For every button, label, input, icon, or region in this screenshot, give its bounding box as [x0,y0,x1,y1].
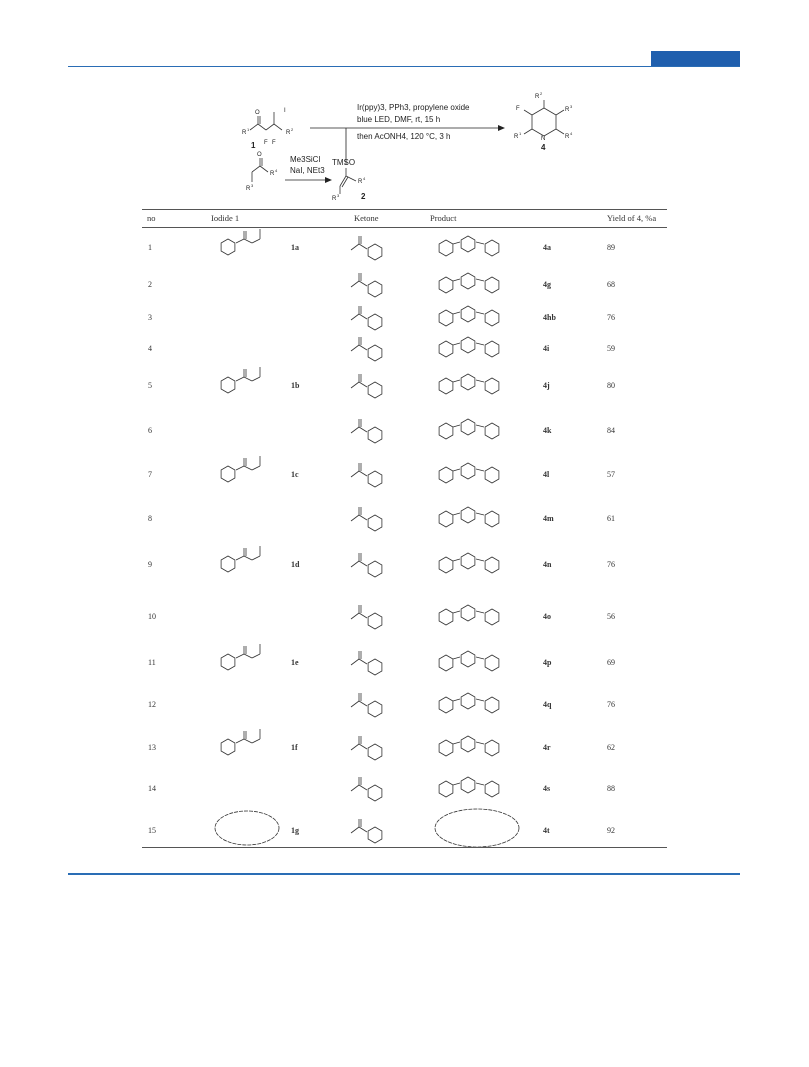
row-14-ketone-structure [347,768,407,807]
svg-text:3: 3 [570,104,573,109]
svg-text:R: R [242,130,247,136]
row-11-iodide-label: 1e [291,658,299,667]
row-7-iodide-structure-drawing [212,452,282,488]
row-6-product-structure-drawing [432,410,532,444]
row-9-iodide-structure [212,542,282,583]
svg-text:4: 4 [363,176,366,181]
row-9-ketone-structure-drawing [347,544,407,578]
conditions-line-3: then AcONH4, 120 °C, 3 h [357,132,451,141]
row-4-product-structure [432,328,532,367]
row-14-number: 14 [148,784,156,793]
row-2-product-label: 4g [543,280,551,289]
row-2-product-structure-drawing [432,264,532,298]
row-3-ketone-structure-drawing [347,297,407,331]
svg-text:R: R [358,179,363,185]
header-no: no [147,213,156,223]
row-4-ketone-structure-drawing [347,328,407,362]
svg-text:R: R [565,134,570,140]
conditions-line-2: blue LED, DMF, rt, 15 h [357,115,441,124]
tms-label: TMSO [332,158,356,167]
footer-rule [68,873,740,875]
row-3-yield: 76 [607,313,615,322]
row-11-iodide-structure [212,640,282,681]
row-9-ketone-structure [347,544,407,583]
svg-text:R: R [286,130,291,136]
row-10-product-structure [432,596,532,635]
compound-1-label: 1 [251,141,256,150]
row-10-number: 10 [148,612,156,621]
row-7-ketone-structure-drawing [347,454,407,488]
row-11-iodide-structure-drawing [212,640,282,676]
svg-text:I: I [284,108,286,114]
row-7-ketone-structure [347,454,407,493]
row-9-yield: 76 [607,560,615,569]
svg-text:F: F [264,140,268,146]
row-5-ketone-structure [347,365,407,404]
row-9-product-label: 4n [543,560,552,569]
row-14-ketone-structure-drawing [347,768,407,802]
row-1-ketone-structure [347,227,407,266]
row-1-product-label: 4a [543,243,551,252]
row-10-ketone-structure-drawing [347,596,407,630]
row-15-ketone-structure [347,810,407,849]
row-9-product-structure-drawing [432,544,532,578]
header-product: Product [430,213,457,223]
row-15-number: 15 [148,826,156,835]
svg-text:F: F [516,106,520,112]
svg-text:O: O [257,152,262,158]
svg-text:R: R [270,171,275,177]
row-15-ketone-structure-drawing [347,810,407,844]
row-12-product-structure [432,684,532,723]
silylation-line-2: NaI, NEt3 [290,166,325,175]
row-4-yield: 59 [607,344,615,353]
row-13-number: 13 [148,743,156,752]
row-2-yield: 68 [607,280,615,289]
row-9-iodide-label: 1d [291,560,300,569]
svg-text:2: 2 [540,91,543,96]
row-12-product-label: 4q [543,700,552,709]
row-8-yield: 61 [607,514,615,523]
row-6-ketone-structure-drawing [347,410,407,444]
row-5-iodide-label: 1b [291,381,300,390]
row-11-ketone-structure [347,642,407,681]
conditions-line-1: Ir(ppy)3, PPh3, propylene oxide [357,103,470,112]
row-10-yield: 56 [607,612,615,621]
svg-text:R: R [246,186,251,192]
svg-text:R: R [535,94,540,100]
row-1-iodide-structure-drawing [212,225,282,261]
row-15-iodide-label: 1g [291,826,299,835]
row-9-product-structure [432,544,532,583]
row-11-product-structure [432,642,532,681]
row-5-iodide-structure-drawing [212,363,282,399]
row-6-yield: 84 [607,426,615,435]
row-12-yield: 76 [607,700,615,709]
row-13-iodide-structure [212,725,282,766]
table-bottom-rule [142,847,667,848]
row-10-product-label: 4o [543,612,551,621]
row-8-product-structure [432,498,532,537]
row-2-number: 2 [148,280,152,289]
row-1-iodide-label: 1a [291,243,299,252]
row-5-product-structure [432,365,532,404]
row-11-product-structure-drawing [432,642,532,676]
reaction-scheme [0,0,809,210]
row-5-ketone-structure-drawing [347,365,407,399]
row-9-number: 9 [148,560,152,569]
svg-text:1: 1 [519,131,522,136]
row-12-number: 12 [148,700,156,709]
row-15-product-structure-drawing [432,806,522,850]
row-6-ketone-structure [347,410,407,449]
row-12-ketone-structure [347,684,407,723]
row-13-iodide-label: 1f [291,743,298,752]
row-13-ketone-structure [347,727,407,766]
row-15-product-label: 4t [543,826,550,835]
row-10-product-structure-drawing [432,596,532,630]
row-6-number: 6 [148,426,152,435]
row-12-product-structure-drawing [432,684,532,718]
row-5-yield: 80 [607,381,615,390]
row-1-product-structure-drawing [432,227,532,261]
svg-text:4: 4 [275,168,278,173]
svg-text:4: 4 [570,131,573,136]
row-7-product-label: 4l [543,470,550,479]
row-1-ketone-structure-drawing [347,227,407,261]
row-13-yield: 62 [607,743,615,752]
svg-text:2: 2 [291,127,294,132]
row-4-product-structure-drawing [432,328,532,362]
row-8-number: 8 [148,514,152,523]
svg-text:R: R [332,196,337,202]
silylation-line-1: Me3SiCl [290,155,321,164]
row-1-iodide-structure [212,225,282,266]
row-15-yield: 92 [607,826,615,835]
row-14-product-structure [432,768,532,807]
table-top-rule [142,209,667,210]
row-7-product-structure-drawing [432,454,532,488]
svg-text:1: 1 [247,127,250,132]
header-ketone: Ketone [354,213,379,223]
row-6-product-structure [432,410,532,449]
row-8-product-structure-drawing [432,498,532,532]
row-5-product-label: 4j [543,381,550,390]
svg-text:R: R [565,107,570,113]
row-7-yield: 57 [607,470,615,479]
row-3-product-structure-drawing [432,297,532,331]
row-5-number: 5 [148,381,152,390]
row-4-product-label: 4i [543,344,550,353]
row-13-ketone-structure-drawing [347,727,407,761]
compound-4-label: 4 [541,143,546,152]
compound-2-label: 2 [361,192,366,201]
row-11-yield: 69 [607,658,615,667]
row-8-ketone-structure-drawing [347,498,407,532]
row-13-product-structure-drawing [432,727,532,761]
row-14-product-label: 4s [543,784,551,793]
row-3-product-label: 4hb [543,313,556,322]
row-7-number: 7 [148,470,152,479]
row-8-product-label: 4m [543,514,554,523]
row-11-product-label: 4p [543,658,552,667]
compound-1-structure [242,108,294,146]
row-4-ketone-structure [347,328,407,367]
ketone-structure [246,152,278,192]
row-7-product-structure [432,454,532,493]
row-8-ketone-structure [347,498,407,537]
row-13-product-label: 4r [543,743,551,752]
row-10-ketone-structure [347,596,407,635]
row-3-number: 3 [148,313,152,322]
row-13-iodide-structure-drawing [212,725,282,761]
row-1-product-structure [432,227,532,266]
row-11-number: 11 [148,658,156,667]
header-yield: Yield of 4, %a [607,213,657,223]
row-11-ketone-structure-drawing [347,642,407,676]
row-5-iodide-structure [212,363,282,404]
svg-text:3: 3 [251,183,254,188]
row-7-iodide-structure [212,452,282,493]
row-2-ketone-structure-drawing [347,264,407,298]
svg-text:R: R [514,134,519,140]
header-iodide: Iodide 1 [211,213,240,223]
row-6-product-label: 4k [543,426,552,435]
svg-text:F: F [272,140,276,146]
row-5-product-structure-drawing [432,365,532,399]
svg-text:N: N [541,136,546,142]
svg-text:3: 3 [337,193,340,198]
row-14-product-structure-drawing [432,768,532,802]
row-13-product-structure [432,727,532,766]
row-15-iodide-structure-drawing [212,808,282,848]
pyridine-product-structure [514,91,573,142]
row-12-ketone-structure-drawing [347,684,407,718]
row-9-iodide-structure-drawing [212,542,282,578]
row-14-yield: 88 [607,784,615,793]
row-7-iodide-label: 1c [291,470,299,479]
svg-text:O: O [255,110,260,116]
row-1-yield: 89 [607,243,615,252]
row-1-number: 1 [148,243,152,252]
row-4-number: 4 [148,344,152,353]
